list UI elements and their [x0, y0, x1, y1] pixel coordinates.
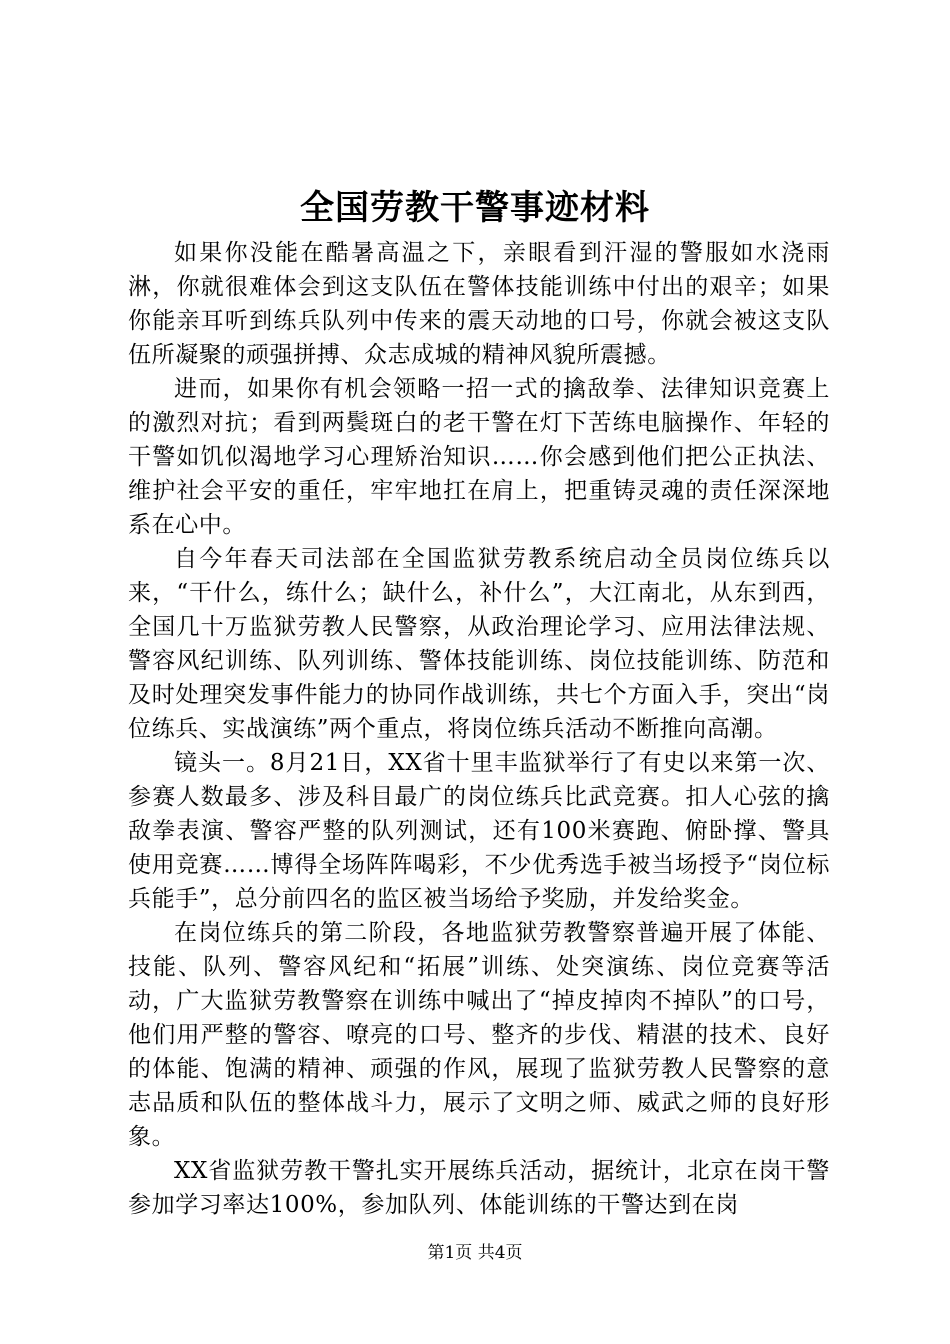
paragraph: XX省监狱劳教干警扎实开展练兵活动，据统计，北京在岗干警参加学习率达100%，参加队列、体能训练的干警达到在岗 [128, 1158, 830, 1218]
paragraph: 自今年春天司法部在全国监狱劳教系统启动全员岗位练兵以来，“干什么，练什么；缺什么，补什么”，大江南北，从东到西，全国几十万监狱劳教人民警察，从政治理论学习、应用法律法规、警容风纪训练、队列训练、警体技能训练、岗位技能训练、防范和及时处理突发事件能力的协同作战训练，共七个方面入手，突出“岗位练兵、实战演练”两个重点，将岗位练兵活动不断推向高潮。 [128, 546, 830, 742]
paragraph: 如果你没能在酷暑高温之下，亲眼看到汗湿的警服如水浇雨淋，你就很难体会到这支队伍在警体技能训练中付出的艰辛；如果你能亲耳听到练兵队列中传来的震天动地的口号，你就会被这支队伍所凝聚的顽强拼搏、众志成城的精神风貌所震撼。 [128, 240, 830, 368]
page-footer: 第1页 共4页 [427, 1243, 523, 1263]
paragraph: 进而，如果你有机会领略一招一式的擒敌拳、法律知识竞赛上的激烈对抗；看到两鬓斑白的老干警在灯下苦练电脑操作、年轻的干警如饥似渴地学习心理矫治知识……你会感到他们把公正执法、维护社会平安的重任，牢牢地扛在肩上，把重铸灵魂的责任深深地系在心中。 [128, 376, 830, 538]
document-body [128, 236, 830, 1222]
paragraph: 在岗位练兵的第二阶段，各地监狱劳教警察普遍开展了体能、技能、队列、警容风纪和“拓展”训练、处突演练、岗位竞赛等活动，广大监狱劳教警察在训练中喊出了“掉皮掉肉不掉队”的口号，他们用严整的警容、嘹亮的口号、整齐的步伐、精湛的技术、良好的体能、饱满的精神、顽强的作风，展现了监狱劳教人民警察的意志品质和队伍的整体战斗力，展示了文明之师、威武之师的良好形象。 [128, 920, 830, 1150]
paragraph: 镜头一。8月21日，XX省十里丰监狱举行了有史以来第一次、参赛人数最多、涉及科目最广的岗位练兵比武竞赛。扣人心弦的擒敌拳表演、警容严整的队列测试，还有100米赛跑、俯卧撑、警具使用竞赛……博得全场阵阵喝彩，不少优秀选手被当场授予“岗位标兵能手”，总分前四名的监区被当场给予奖励，并发给奖金。 [128, 750, 830, 912]
document-title: 全国劳教干警事迹材料 [300, 188, 650, 228]
